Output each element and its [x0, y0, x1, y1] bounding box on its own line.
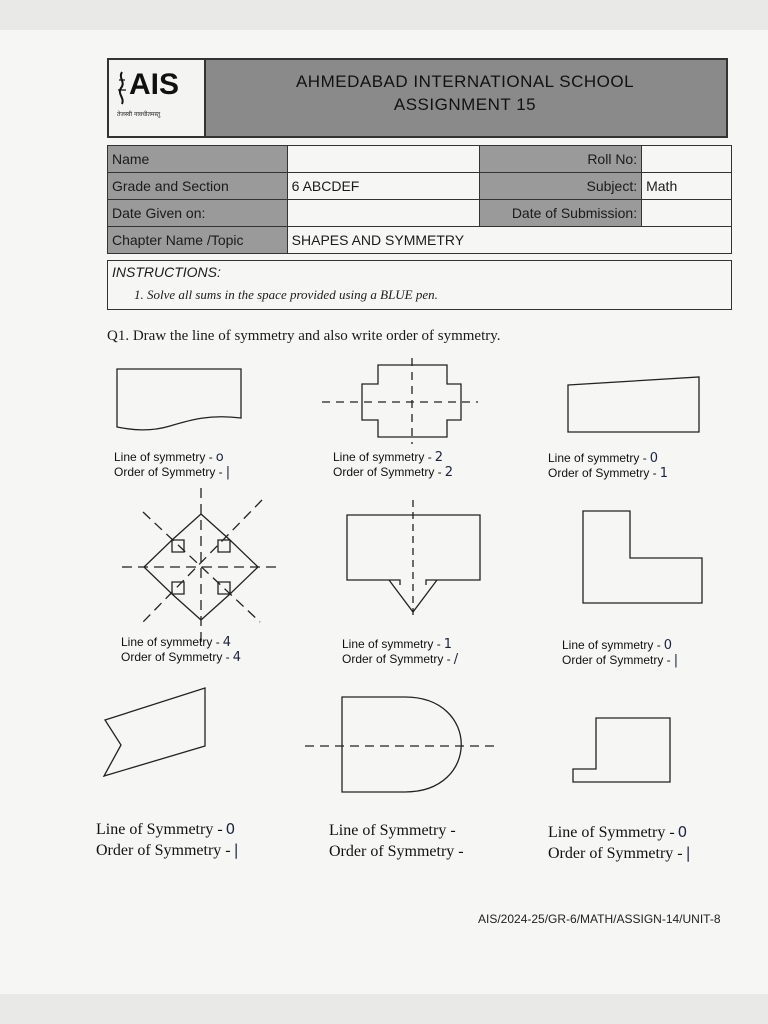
order-answer[interactable] — [464, 842, 467, 860]
subject-field[interactable]: Math — [642, 173, 732, 200]
figure-6-caption: Line of symmetry - 0 Order of Symmetry - | — [562, 638, 679, 668]
line-answer[interactable]: 0 — [677, 823, 688, 841]
roll-label: Roll No: — [480, 146, 642, 173]
order-answer[interactable]: | — [673, 653, 679, 668]
date-given-label: Date Given on: — [108, 200, 288, 227]
order-answer[interactable]: | — [233, 841, 239, 859]
document-code: AIS/2024-25/GR-6/MATH/ASSIGN-14/UNIT-8 — [478, 912, 721, 926]
order-answer[interactable]: | — [685, 844, 691, 862]
figure-flag-shape — [104, 688, 205, 776]
line-answer[interactable]: o — [215, 450, 224, 465]
figure-5-caption: Line of symmetry - 1 Order of Symmetry - / — [342, 637, 459, 667]
figure-arrow-star — [122, 488, 282, 646]
question-text: Q1. Draw the line of symmetry and also write order of symmetry. — [107, 328, 501, 344]
logo-subtext: तेजस्वी नावधीतमस्तु — [117, 111, 161, 118]
line-answer[interactable]: 1 — [443, 637, 452, 652]
grade-label: Grade and Section — [108, 173, 288, 200]
order-answer[interactable]: / — [453, 652, 459, 667]
instructions-title: INSTRUCTIONS: — [112, 264, 221, 280]
line-answer[interactable] — [456, 821, 459, 839]
figure-trapezoid — [568, 377, 699, 432]
chapter-field[interactable]: SHAPES AND SYMMETRY — [287, 227, 731, 254]
line-answer[interactable]: 0 — [649, 451, 658, 466]
order-answer[interactable]: 2 — [444, 465, 453, 480]
grade-field[interactable]: 6 ABCDEF — [287, 173, 480, 200]
figure-8-caption: Line of Symmetry - Order of Symmetry - — [329, 820, 467, 862]
order-answer[interactable]: | — [225, 465, 231, 480]
submission-label: Date of Submission: — [480, 200, 642, 227]
logo-text: AIS — [129, 68, 180, 101]
order-answer[interactable]: 1 — [659, 466, 668, 481]
figure-l-shape — [583, 511, 702, 603]
line-answer[interactable]: 0 — [225, 820, 236, 838]
line-answer[interactable]: 2 — [434, 450, 443, 465]
figure-4-caption: Line of symmetry - 4 Order of Symmetry - 4 — [121, 635, 241, 665]
line-answer[interactable]: 4 — [222, 635, 231, 650]
figure-7-caption: Line of Symmetry - 0 Order of Symmetry - | — [96, 820, 239, 859]
instruction-item: 1. Solve all sums in the space provided using a BLUE pen. — [134, 287, 438, 302]
assignment-title: ASSIGNMENT 15 — [393, 95, 537, 114]
school-name: AHMEDABAD INTERNATIONAL SCHOOL — [295, 72, 635, 91]
figure-1-caption: Line of symmetry - o Order of Symmetry - | — [114, 450, 231, 480]
subject-label: Subject: — [480, 173, 642, 200]
figure-wavy-rectangle — [117, 369, 241, 430]
figure-3-caption: Line of symmetry - 0 Order of Symmetry - 1 — [548, 451, 668, 481]
figure-step-shape — [573, 718, 670, 782]
order-answer[interactable]: 4 — [232, 650, 241, 665]
figure-9-caption: Line of Symmetry - 0 Order of Symmetry - | — [548, 823, 691, 862]
chapter-label: Chapter Name /Topic — [108, 227, 288, 254]
figure-d-shape — [342, 697, 461, 792]
line-answer[interactable]: 0 — [663, 638, 672, 653]
figure-2-caption: Line of symmetry - 2 Order of Symmetry - 2 — [333, 450, 453, 480]
name-label: Name — [108, 146, 288, 173]
